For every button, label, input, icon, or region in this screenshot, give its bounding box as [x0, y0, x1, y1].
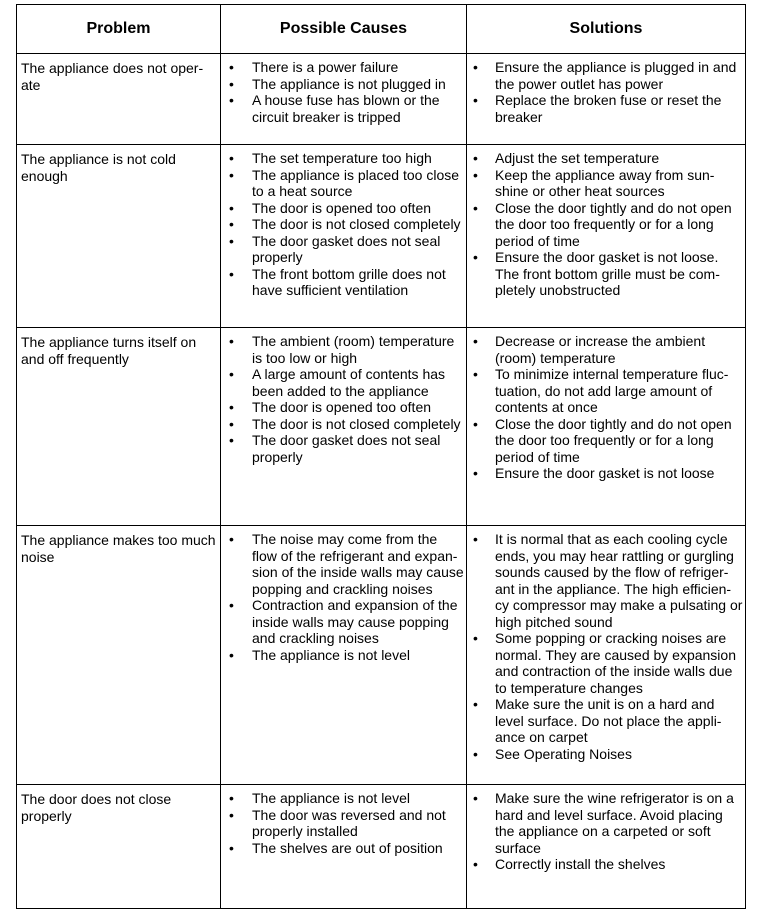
- solution-item: • Adjust the set temperature: [467, 150, 743, 167]
- cause-item: • The shelves are out of position: [221, 840, 464, 857]
- cause-item: • The appliance is not level: [221, 647, 464, 664]
- header-possible-causes: Possible Causes: [221, 5, 467, 54]
- solution-list: [467, 150, 743, 299]
- cause-item: • The noise may come from the flow of the refrigerant and expan- sion of the inside walls may cause popping and crackling noises: [221, 531, 464, 597]
- solution-list: [467, 333, 743, 482]
- solution-item: • Decrease or increase the ambient (room) temperature: [467, 333, 743, 366]
- solution-cell: [467, 54, 746, 145]
- solution-cell: [467, 785, 746, 909]
- solution-cell: [467, 526, 746, 785]
- cause-item: • The appliance is placed too close to a heat source: [221, 167, 464, 200]
- cause-item: • A house fuse has blown or the circuit breaker is tripped: [221, 92, 464, 125]
- cause-item: • The door is opened too often: [221, 200, 464, 217]
- table-row: [17, 145, 746, 328]
- cause-item: • The door is opened too often: [221, 399, 464, 416]
- cause-cell: [221, 328, 467, 526]
- solution-item: • Some popping or cracking noises are normal. They are caused by expansion and contraction of the inside walls due to temperature changes: [467, 630, 743, 696]
- solution-cell: [467, 145, 746, 328]
- problem-cell: The appliance makes too much noise: [17, 526, 221, 785]
- solution-item: • Ensure the door gasket is not loose: [467, 465, 743, 482]
- cause-item: • Contraction and expansion of the inside walls may cause popping and crackling noises: [221, 597, 464, 647]
- solution-item: • Close the door tightly and do not open the door too frequently or for a long period of time: [467, 200, 743, 250]
- solution-cell: [467, 328, 746, 526]
- cause-cell: [221, 145, 467, 328]
- solution-item: • Replace the broken fuse or reset the breaker: [467, 92, 743, 125]
- table-row: [17, 526, 746, 785]
- solution-item: • It is normal that as each cooling cycle ends, you may hear rattling or gurgling sounds caused by the flow of refriger- ant in the appliance. The high efficien- cy compressor may make a pulsating or high pitched sound: [467, 531, 743, 630]
- solution-item: • Correctly install the shelves: [467, 856, 743, 873]
- header-row: [17, 5, 746, 54]
- solution-item: • Ensure the appliance is plugged in and the power outlet has power: [467, 59, 743, 92]
- problem-cell: The appliance turns itself on and off frequently: [17, 328, 221, 526]
- solution-list: [467, 531, 743, 762]
- cause-list: [221, 150, 464, 299]
- cause-item: • The front bottom grille does not have sufficient ventilation: [221, 266, 464, 299]
- cause-item: • The ambient (room) temperature is too low or high: [221, 333, 464, 366]
- cause-cell: [221, 54, 467, 145]
- cause-item: • The door gasket does not seal properly: [221, 233, 464, 266]
- cause-item: • A large amount of contents has been added to the appliance: [221, 366, 464, 399]
- header-solutions: Solutions: [467, 5, 746, 54]
- cause-item: • The door gasket does not seal properly: [221, 432, 464, 465]
- cause-list: [221, 531, 464, 663]
- cause-item: • The appliance is not level: [221, 790, 464, 807]
- solution-item: • Keep the appliance away from sun- shine or other heat sources: [467, 167, 743, 200]
- solution-item: • Close the door tightly and do not open the door too frequently or for a long period of time: [467, 416, 743, 466]
- solution-item: • Ensure the door gasket is not loose. The front bottom grille must be com- pletely unobstructed: [467, 249, 743, 299]
- table-row: [17, 54, 746, 145]
- cause-list: [221, 333, 464, 465]
- solution-list: [467, 59, 743, 125]
- cause-list: [221, 59, 464, 125]
- cause-item: • There is a power failure: [221, 59, 464, 76]
- troubleshooting-table: [16, 4, 746, 909]
- problem-cell: The appliance does not oper- ate: [17, 54, 221, 145]
- problem-cell: The appliance is not cold enough: [17, 145, 221, 328]
- solution-item: • See Operating Noises: [467, 746, 743, 763]
- cause-item: • The set temperature too high: [221, 150, 464, 167]
- cause-item: • The door was reversed and not properly installed: [221, 807, 464, 840]
- cause-item: • The door is not closed completely: [221, 216, 464, 233]
- cause-cell: [221, 526, 467, 785]
- cause-item: • The door is not closed completely: [221, 416, 464, 433]
- cause-list: [221, 790, 464, 856]
- solution-list: [467, 790, 743, 873]
- problem-cell: The door does not close properly: [17, 785, 221, 909]
- solution-item: • To minimize internal temperature fluc- tuation, do not add large amount of contents at once: [467, 366, 743, 416]
- header-problem: Problem: [17, 5, 221, 54]
- cause-item: • The appliance is not plugged in: [221, 76, 464, 93]
- solution-item: • Make sure the wine refrigerator is on a hard and level surface. Avoid placing the appliance on a carpeted or soft surface: [467, 790, 743, 856]
- cause-cell: [221, 785, 467, 909]
- table-row: [17, 328, 746, 526]
- table-row: [17, 785, 746, 909]
- solution-item: • Make sure the unit is on a hard and level surface. Do not place the appli- ance on carpet: [467, 696, 743, 746]
